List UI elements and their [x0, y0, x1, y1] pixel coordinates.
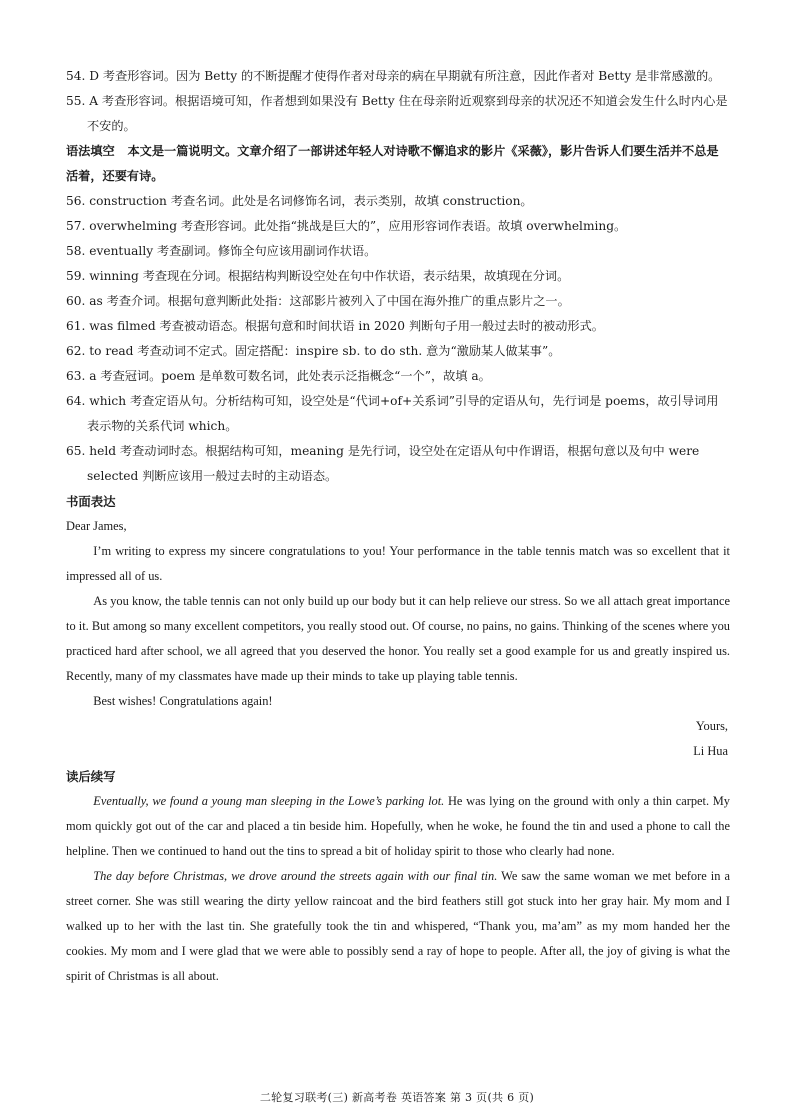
continuation-paragraph [66, 864, 730, 989]
section-title: 书面表达 [66, 494, 116, 509]
continuation-paragraph [66, 789, 730, 864]
letter-paragraph: Best wishes! Congratulations again! [93, 694, 273, 708]
grammar-answer-64 [66, 389, 730, 439]
answer-text: 64. which 考查定语从句。分析结构可知，设空处是“代词+of+关系词”引导的定语从句，先行词是 poems，故引导词用表示物的关系代词 which。 [66, 394, 719, 433]
paragraph-lead: The day before Christmas, we drove around the streets again with our final tin. [93, 869, 498, 883]
grammar-section [66, 139, 730, 489]
continuation-section [66, 764, 730, 989]
answer-text: 56. construction 考查名词。此处是名词修饰名词，表示类别，故填 construction。 [66, 194, 533, 208]
answer-text: 58. eventually 考查副词。修饰全句应该用副词作状语。 [66, 244, 377, 258]
answer-text: 57. overwhelming 考查形容词。此处指“挑战是巨大的”，应用形容词作表语。故填 overwhelming。 [66, 219, 627, 233]
paragraph-body: We saw the same woman we met before in a street corner. She was still wearing the dirty yellow raincoat and the bird feathers still got stuck into her gray hair. My mom and I walked up to her with the last tin. She gratefully took the tin and whispered, “Thank you, ma’am” as my mom handed her the cookies. My mom and I were glad that we were able to possibly send a ray of hope to people. After all, the joy of giving is what the spirit of Christmas is all about. [66, 869, 730, 983]
answer-item-54 [66, 64, 730, 89]
page-footer: 二轮复习联考(三) 新高考卷 英语答案 第 3 页(共 6 页) [259, 1091, 535, 1104]
grammar-answer-60 [66, 289, 730, 314]
answer-text: 55. A 考查形容词。根据语境可知，作者想到如果没有 Betty 住在母亲附近观察到母亲的状况还不知道会发生什么时内心是不安的。 [66, 94, 728, 133]
paragraph-body: He was lying on the ground with only a thin carpet. My mom quickly got out of the car and placed a tin beside him. Hopefully, when he woke, he found the tin and used a phone to call the helpline. Then we continued to hand out the tins to spread a bit of holiday spirit to those who clearly had none. [66, 794, 730, 858]
grammar-header [66, 139, 730, 189]
letter-closing: Yours, [695, 719, 728, 733]
section-title: 读后续写 [66, 769, 116, 784]
letter-paragraph: As you know, the table tennis can not only build up our body but it can help relieve our stress. So we all attach great importance to it. But among so many excellent competitors, you really stood out. Of course, no pains, no gains. Thinking of the scenes where you practiced hard after school, we all agreed that you deserved the honor. You really set a good example for us and greatly inspired us. Recently, many of my classmates have made up their minds to take up playing table tennis. [66, 594, 730, 683]
answer-text: 54. D 考查形容词。因为 Betty 的不断提醒才使得作者对母亲的病在早期就有所注意，因此作者对 Betty 是非常感激的。 [66, 69, 721, 83]
paragraph-lead: Eventually, we found a young man sleeping in the Lowe’s parking lot. [93, 794, 445, 808]
grammar-answer-58 [66, 239, 730, 264]
grammar-answer-65 [66, 439, 730, 489]
answer-text: 61. was filmed 考查被动语态。根据句意和时间状语 in 2020 判断句子用一般过去时的被动形式。 [66, 319, 604, 333]
grammar-answer-63 [66, 364, 730, 389]
answer-text: 60. as 考查介词。根据句意判断此处指：这部影片被列入了中国在海外推广的重点影片之一。 [66, 294, 570, 308]
grammar-answer-57 [66, 214, 730, 239]
grammar-answer-62 [66, 339, 730, 364]
letter-greeting: Dear James, [66, 519, 127, 533]
answer-text: 63. a 考查冠词。poem 是单数可数名词，此处表示泛指概念“一个”，故填 a。 [66, 369, 491, 383]
answer-item-55 [66, 89, 730, 139]
writing-section [66, 489, 730, 764]
letter-signature: Li Hua [693, 744, 728, 758]
answer-text: 59. winning 考查现在分词。根据结构判断设空处在句中作状语，表示结果，故填现在分词。 [66, 269, 570, 283]
answer-text: 62. to read 考查动词不定式。固定搭配：inspire sb. to do sth. 意为“激励某人做某事”。 [66, 344, 561, 358]
letter-paragraph: I’m writing to express my sincere congratulations to you! Your performance in the table tennis match was so excellent that it impressed all of us. [66, 544, 730, 583]
answer-text: 65. held 考查动词时态。根据结构可知，meaning 是先行词，设空处在定语从句中作谓语，根据句意以及句中 were selected 判断应该用一般过去时的主动语态。 [66, 444, 700, 483]
grammar-answer-56 [66, 189, 730, 214]
section-summary: 本文是一篇说明文。文章介绍了一部讲述年轻人对诗歌不懈追求的影片《采薇》，影片告诉人们要生活并不总是活着，还要有诗。 [66, 144, 719, 183]
grammar-answer-61 [66, 314, 730, 339]
grammar-answer-59 [66, 264, 730, 289]
section-title: 语法填空 [66, 144, 115, 158]
answer-page [66, 64, 730, 989]
